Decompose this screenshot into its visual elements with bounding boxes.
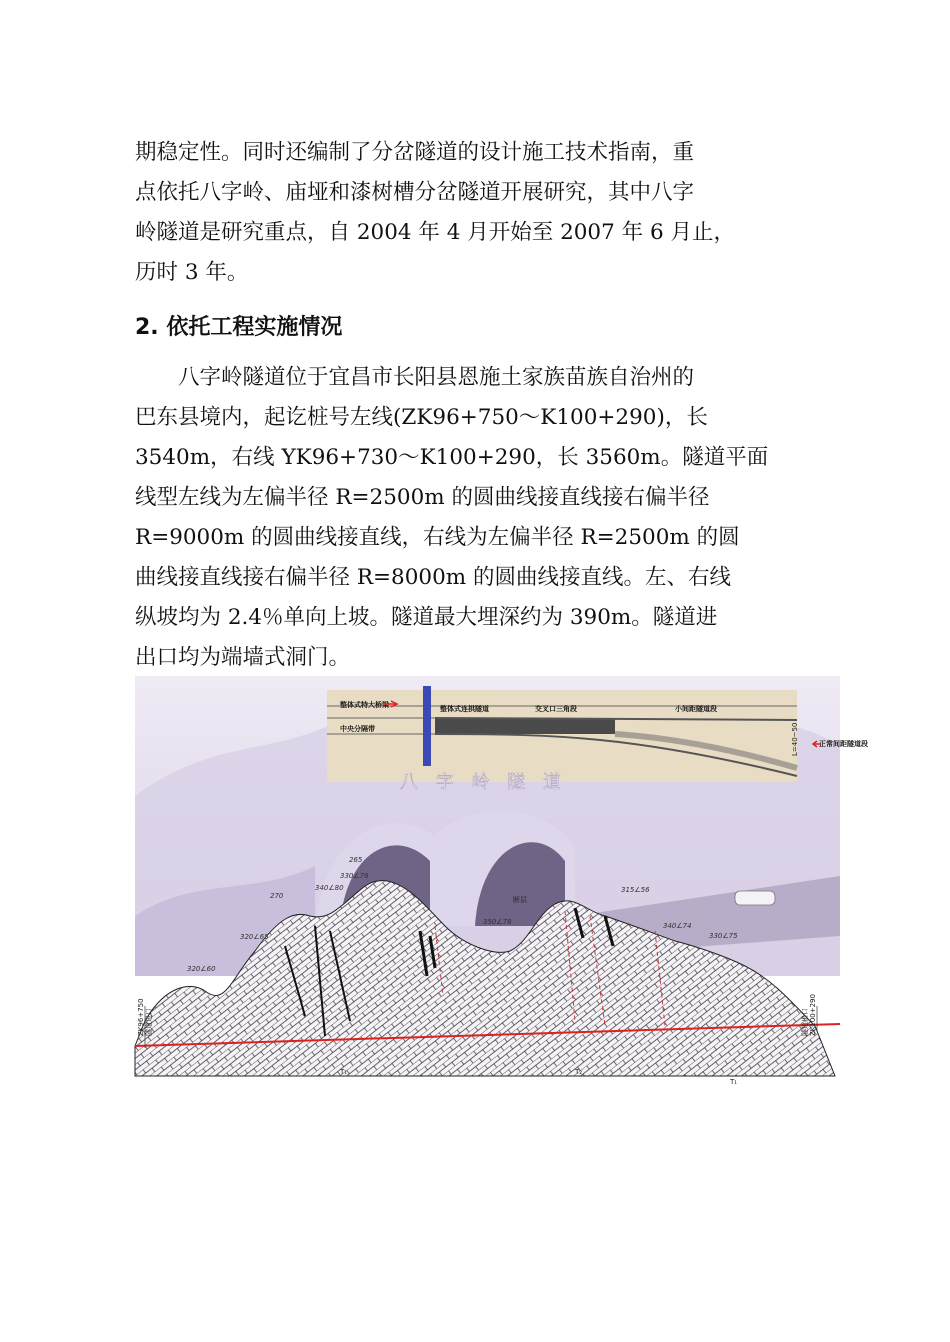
text-line: 出口均为端墙式洞门。 xyxy=(135,645,351,670)
left-portal-note: 隧道进口 xyxy=(145,1008,153,1036)
plan-label-normal-spacing: 正常间距隧道段 xyxy=(819,740,868,748)
plan-label-median: 中央分隔带 xyxy=(340,725,375,733)
text-line: 八字岭隧道位于宜昌市长阳县恩施土家族苗族自治州的 xyxy=(135,365,695,390)
left-portal-station: ZK96+750 xyxy=(137,998,145,1036)
right-portal-station: ZK100+290 xyxy=(809,994,817,1036)
text-line: 3540m，右线 YK96+730～K100+290，长 3560m。隧道平面 xyxy=(135,445,769,470)
plan-label-junction: 交叉口三角段 xyxy=(535,705,577,713)
plan-label-integral: 整体式连拱隧道 xyxy=(440,705,489,713)
tunnel-illustration xyxy=(135,676,868,1086)
elevation-label: 270 xyxy=(270,892,284,900)
text-line: 点依托八字岭、庙垭和漆树槽分岔隧道开展研究，其中八字 xyxy=(135,180,695,205)
text-line: R=9000m 的圆曲线接直线，右线为左偏半径 R=2500m 的圆 xyxy=(135,525,740,550)
plan-length-note: L=40~50 xyxy=(791,722,799,756)
stratum-label: T₁ xyxy=(340,1068,348,1076)
plan-label-small-spacing: 小间距隧道段 xyxy=(675,705,717,713)
text-line: 巴东县境内，起讫桩号左线(ZK96+750～K100+290)，长 xyxy=(135,405,708,430)
watermark-title: 八 字 岭 隧 道 xyxy=(400,772,567,793)
elevation-label: 320∠65 xyxy=(240,933,269,941)
right-portal-note: 隧道出口 xyxy=(801,1008,809,1036)
stratum-label: T₂ xyxy=(575,1068,583,1076)
stratum-label: T₁ xyxy=(730,1078,738,1086)
elevation-label: 320∠60 xyxy=(187,965,216,973)
elevation-label: 265 xyxy=(349,856,363,864)
paragraph-description xyxy=(135,358,820,678)
elevation-label: 315∠56 xyxy=(621,886,650,894)
elevation-label: 330∠76 xyxy=(340,872,369,880)
elevation-label: 350∠78 xyxy=(483,918,512,926)
fault-label: 断层 xyxy=(513,896,527,904)
paragraph-intro xyxy=(135,133,820,293)
text-line: 期稳定性。同时还编制了分岔隧道的设计施工技术指南，重 xyxy=(135,140,695,165)
elevation-label: 340∠80 xyxy=(315,884,344,892)
tunnel-figure xyxy=(135,676,868,1086)
text-line: 线型左线为左偏半径 R=2500m 的圆曲线接直线接右偏半径 xyxy=(135,485,710,510)
plan-view xyxy=(327,686,868,782)
text-line: 纵坡均为 2.4％单向上坡。隧道最大埋深约为 390m。隧道进 xyxy=(135,605,718,630)
text-line: 曲线接直线接右偏半径 R=8000m 的圆曲线接直线。左、右线 xyxy=(135,565,731,590)
text-line: 历时 3 年。 xyxy=(135,260,249,285)
elevation-label: 340∠74 xyxy=(663,922,692,930)
text-line: 岭隧道是研究重点，自 2004 年 4 月开始至 2007 年 6 月止， xyxy=(135,220,735,245)
section-heading: 2. 依托工程实施情况 xyxy=(135,315,343,340)
plan-label-bridge: 整体式特大桥梁 xyxy=(340,701,389,709)
elevation-label: 330∠75 xyxy=(709,932,738,940)
